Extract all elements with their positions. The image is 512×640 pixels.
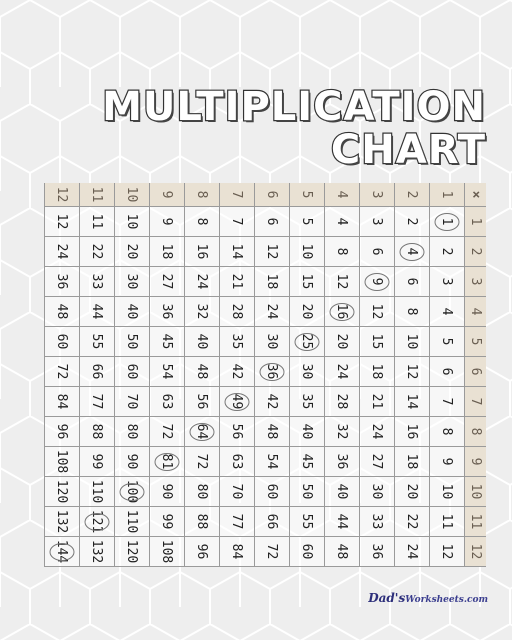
table-row: [429, 183, 464, 567]
product-cell: 132: [44, 507, 79, 537]
product-cell: 80: [114, 417, 149, 447]
column-header-cell: 5: [464, 327, 486, 357]
product-cell: 70: [219, 477, 254, 507]
product-cell: 108: [149, 537, 184, 567]
product-cell: 6: [394, 267, 429, 297]
product-cell: 20: [114, 237, 149, 267]
square-number-cell: 100: [114, 477, 149, 507]
product-cell: 15: [289, 267, 324, 297]
table-row: [219, 183, 254, 567]
product-cell: 50: [289, 477, 324, 507]
square-number-cell: 4: [394, 237, 429, 267]
square-number-cell: 144: [44, 537, 79, 567]
product-cell: 8: [324, 237, 359, 267]
product-cell: 2: [394, 207, 429, 237]
product-cell: 99: [79, 447, 114, 477]
product-cell: 27: [149, 267, 184, 297]
product-cell: 48: [324, 537, 359, 567]
product-cell: 110: [79, 477, 114, 507]
product-cell: 6: [359, 237, 394, 267]
product-cell: 22: [394, 507, 429, 537]
row-header-cell: 5: [289, 183, 324, 207]
product-cell: 60: [254, 477, 289, 507]
product-cell: 18: [254, 267, 289, 297]
product-cell: 60: [114, 357, 149, 387]
product-cell: 84: [44, 387, 79, 417]
product-cell: 40: [289, 417, 324, 447]
product-cell: 6: [429, 357, 464, 387]
table-row: [114, 183, 149, 567]
product-cell: 32: [324, 417, 359, 447]
product-cell: 88: [79, 417, 114, 447]
product-cell: 80: [184, 477, 219, 507]
column-header-cell: 12: [464, 537, 486, 567]
product-cell: 96: [44, 417, 79, 447]
product-cell: 72: [44, 357, 79, 387]
product-cell: 24: [394, 537, 429, 567]
product-cell: 20: [394, 477, 429, 507]
row-header-cell: 3: [359, 183, 394, 207]
square-number-cell: 121: [79, 507, 114, 537]
product-cell: 36: [44, 267, 79, 297]
product-cell: 24: [324, 357, 359, 387]
product-cell: 90: [149, 477, 184, 507]
row-header-cell: 1: [429, 183, 464, 207]
product-cell: 20: [324, 327, 359, 357]
product-cell: 30: [114, 267, 149, 297]
column-header-cell: 1: [464, 207, 486, 237]
product-cell: 10: [429, 477, 464, 507]
product-cell: 55: [289, 507, 324, 537]
row-header-cell: 6: [254, 183, 289, 207]
product-cell: 12: [429, 537, 464, 567]
column-header-cell: 7: [464, 387, 486, 417]
product-cell: 56: [219, 417, 254, 447]
product-cell: 12: [254, 237, 289, 267]
product-cell: 108: [44, 447, 79, 477]
product-cell: 21: [359, 387, 394, 417]
row-header-cell: 8: [184, 183, 219, 207]
square-number-cell: 25: [289, 327, 324, 357]
product-cell: 21: [219, 267, 254, 297]
product-cell: 14: [219, 237, 254, 267]
product-cell: 36: [149, 297, 184, 327]
product-cell: 10: [289, 237, 324, 267]
product-cell: 12: [359, 297, 394, 327]
product-cell: 50: [114, 327, 149, 357]
product-cell: 18: [394, 447, 429, 477]
product-cell: 60: [289, 537, 324, 567]
product-cell: 32: [184, 297, 219, 327]
product-cell: 24: [359, 417, 394, 447]
product-cell: 18: [149, 237, 184, 267]
title-line-2: CHART: [330, 127, 486, 173]
product-cell: 63: [219, 447, 254, 477]
product-cell: 11: [79, 207, 114, 237]
table-row: [254, 183, 289, 567]
product-cell: 48: [184, 357, 219, 387]
column-header-cell: 2: [464, 237, 486, 267]
product-cell: 18: [359, 357, 394, 387]
product-cell: 77: [79, 387, 114, 417]
product-cell: 12: [44, 207, 79, 237]
product-cell: 3: [359, 207, 394, 237]
product-cell: 72: [184, 447, 219, 477]
product-cell: 16: [394, 417, 429, 447]
product-cell: 28: [219, 297, 254, 327]
column-header-cell: 8: [464, 417, 486, 447]
row-header-cell: 7: [219, 183, 254, 207]
table-row: [394, 183, 429, 567]
row-header-cell: 4: [324, 183, 359, 207]
product-cell: 27: [359, 447, 394, 477]
product-cell: 9: [429, 447, 464, 477]
product-cell: 40: [114, 297, 149, 327]
row-header-cell: 10: [114, 183, 149, 207]
product-cell: 42: [219, 357, 254, 387]
column-header-cell: 10: [464, 477, 486, 507]
product-cell: 30: [254, 327, 289, 357]
product-cell: 132: [79, 537, 114, 567]
product-cell: 96: [184, 537, 219, 567]
product-cell: 10: [114, 207, 149, 237]
table-row: [44, 183, 79, 567]
product-cell: 7: [429, 387, 464, 417]
table-row: [359, 183, 394, 567]
product-cell: 6: [254, 207, 289, 237]
square-number-cell: 81: [149, 447, 184, 477]
product-cell: 70: [114, 387, 149, 417]
product-cell: 48: [44, 297, 79, 327]
product-cell: 22: [79, 237, 114, 267]
row-header-cell: 11: [79, 183, 114, 207]
product-cell: 14: [394, 387, 429, 417]
title-line-1: MULTIPLICATION: [102, 84, 486, 130]
product-cell: 45: [289, 447, 324, 477]
column-header-cell: 3: [464, 267, 486, 297]
table-header-row: [464, 183, 486, 567]
table-row: [79, 183, 114, 567]
product-cell: 90: [114, 447, 149, 477]
product-cell: 8: [394, 297, 429, 327]
table-row: [289, 183, 324, 567]
product-cell: 60: [44, 327, 79, 357]
product-cell: 24: [254, 297, 289, 327]
product-cell: 54: [149, 357, 184, 387]
product-cell: 12: [324, 267, 359, 297]
product-cell: 42: [254, 387, 289, 417]
column-header-cell: 6: [464, 357, 486, 387]
product-cell: 63: [149, 387, 184, 417]
column-header-cell: 9: [464, 447, 486, 477]
product-cell: 2: [429, 237, 464, 267]
product-cell: 56: [184, 387, 219, 417]
product-cell: 110: [114, 507, 149, 537]
product-cell: 4: [429, 297, 464, 327]
product-cell: 33: [79, 267, 114, 297]
product-cell: 35: [219, 327, 254, 357]
product-cell: 30: [359, 477, 394, 507]
product-cell: 44: [324, 507, 359, 537]
product-cell: 45: [149, 327, 184, 357]
product-cell: 4: [324, 207, 359, 237]
multiplication-table: [29, 183, 486, 567]
product-cell: 30: [289, 357, 324, 387]
product-cell: 48: [254, 417, 289, 447]
column-header-cell: 11: [464, 507, 486, 537]
product-cell: 9: [149, 207, 184, 237]
product-cell: 28: [324, 387, 359, 417]
product-cell: 36: [359, 537, 394, 567]
product-cell: 55: [79, 327, 114, 357]
product-cell: 66: [254, 507, 289, 537]
table-row: [324, 183, 359, 567]
product-cell: 8: [184, 207, 219, 237]
product-cell: 66: [79, 357, 114, 387]
square-number-cell: 36: [254, 357, 289, 387]
corner-times-cell: ×: [464, 183, 486, 207]
product-cell: 120: [114, 537, 149, 567]
row-header-cell: 2: [394, 183, 429, 207]
table-row: [149, 183, 184, 567]
table-row: [184, 183, 219, 567]
product-cell: 40: [184, 327, 219, 357]
product-cell: 99: [149, 507, 184, 537]
product-cell: 3: [429, 267, 464, 297]
product-cell: 88: [184, 507, 219, 537]
square-number-cell: 9: [359, 267, 394, 297]
square-number-cell: 49: [219, 387, 254, 417]
product-cell: 7: [219, 207, 254, 237]
square-number-cell: 64: [184, 417, 219, 447]
product-cell: 54: [254, 447, 289, 477]
site-logo: [368, 591, 488, 605]
square-number-cell: 16: [324, 297, 359, 327]
logo-rest: Worksheets.com: [405, 595, 488, 605]
product-cell: 84: [219, 537, 254, 567]
logo-brand: Dad's: [368, 591, 406, 605]
square-number-cell: 1: [429, 207, 464, 237]
product-cell: 72: [254, 537, 289, 567]
column-header-cell: 4: [464, 297, 486, 327]
product-cell: 36: [324, 447, 359, 477]
product-cell: 77: [219, 507, 254, 537]
product-cell: 35: [289, 387, 324, 417]
product-cell: 15: [359, 327, 394, 357]
product-cell: 8: [429, 417, 464, 447]
row-header-cell: 9: [149, 183, 184, 207]
row-header-cell: 12: [44, 183, 79, 207]
product-cell: 40: [324, 477, 359, 507]
product-cell: 33: [359, 507, 394, 537]
product-cell: 5: [429, 327, 464, 357]
product-cell: 20: [289, 297, 324, 327]
product-cell: 16: [184, 237, 219, 267]
product-cell: 5: [289, 207, 324, 237]
product-cell: 11: [429, 507, 464, 537]
product-cell: 24: [44, 237, 79, 267]
product-cell: 72: [149, 417, 184, 447]
product-cell: 120: [44, 477, 79, 507]
product-cell: 10: [394, 327, 429, 357]
product-cell: 44: [79, 297, 114, 327]
product-cell: 12: [394, 357, 429, 387]
product-cell: 24: [184, 267, 219, 297]
